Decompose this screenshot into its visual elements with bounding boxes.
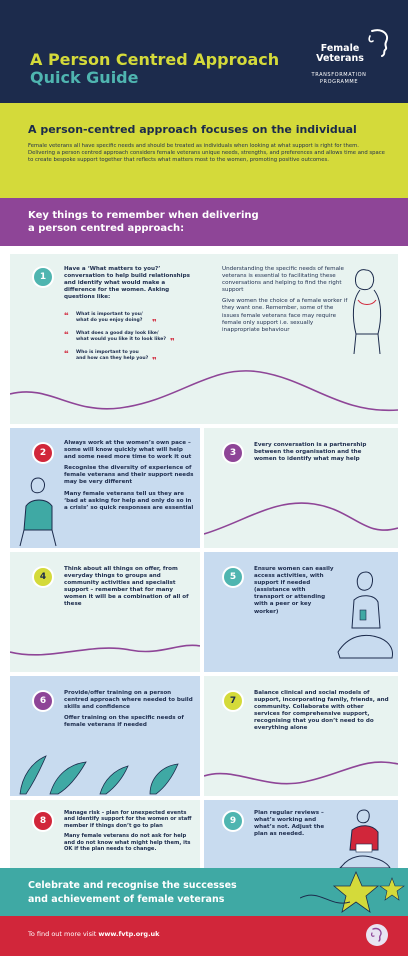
item-6-number: 6 <box>34 692 52 710</box>
item-8-text: Manage risk – plan for unexpected events and identify support for the women or staff member if things don’t go to plan Many female veterans do not ask for help and do not know what might help them, its OK if the plan needs to change. <box>64 810 192 853</box>
item-7-text: Balance clinical and social models of support, incorporating family, friends, and community. Collaborate with other services for comprehensive support, recognising that you don’t need to do everything alone <box>254 690 389 732</box>
woman-with-phone-illustration-icon <box>334 566 396 666</box>
intro-section <box>0 103 408 198</box>
leaves-illustration-icon <box>10 736 200 796</box>
find-out-more-text: To find out more visit www.fvtp.org.uk <box>28 930 160 938</box>
item-5-text: Ensure women can easily access activities, with support if needed (assistance with transport or attending with a peer or key worker) <box>254 566 334 615</box>
item-3-text: Every conversation is a partnership between the organisation and the women to identify what may help <box>254 442 367 463</box>
decorative-line-icon <box>10 622 200 672</box>
celebrate-banner: Celebrate and recognise the successes and achievement of female veterans <box>0 868 408 916</box>
item-8-number: 8 <box>34 812 52 830</box>
item-1-card <box>10 254 398 424</box>
item-7-number: 7 <box>224 692 242 710</box>
item-3-number: 3 <box>224 444 242 462</box>
question-2: What does a good day look like/ what would you like it to look like? <box>76 331 167 342</box>
stars-illustration-icon <box>300 868 408 916</box>
item-4-text: Think about all things on offer, from everyday things to groups and community activities and specialist support – remember that for many women it will be a combination of all of these <box>64 566 189 608</box>
item-2-card <box>10 428 200 548</box>
item-1-number: 1 <box>34 268 52 286</box>
reading-woman-illustration-icon <box>332 806 394 868</box>
quote-close-icon: ❞ <box>152 356 157 365</box>
woman-illustration-icon <box>338 260 396 356</box>
item-6-text: Provide/offer training on a person centred approach where needed to build skills and confidence Offer training on the specific needs of female veterans if needed <box>64 690 193 729</box>
quote-close-icon: ❞ <box>152 318 157 327</box>
header <box>0 0 408 103</box>
item-7-card <box>204 676 398 796</box>
intro-heading: A person-centred approach focuses on the individual <box>28 123 357 136</box>
item-8-card <box>10 800 200 868</box>
item-2-number: 2 <box>34 444 52 462</box>
item-4-number: 4 <box>34 568 52 586</box>
item-1-side-text: Understanding the specific needs of female veterans is essential to facilitating these conversations and helping to find the right support Give women the choice of a female worker if they want one. Remember, some of the issues female veterans face may require female only support i.e. sexually inappropriate behaviour <box>222 266 348 333</box>
logo-face-icon <box>366 924 388 946</box>
key-things-heading: Key things to remember when delivering a person centred approach: <box>0 198 408 246</box>
item-6-card <box>10 676 200 796</box>
decorative-line-icon <box>204 746 398 796</box>
item-5-card <box>204 552 398 672</box>
decorative-line-icon <box>10 354 398 424</box>
logo-badge-icon <box>366 924 388 946</box>
item-4-card <box>10 552 200 672</box>
footer <box>0 916 408 956</box>
item-5-number: 5 <box>224 568 242 586</box>
item-9-number: 9 <box>224 812 242 830</box>
logo-name: Female Veterans <box>316 43 364 64</box>
logo-subtitle: TRANSFORMATION PROGRAMME <box>311 72 367 85</box>
item-9-card <box>204 800 398 868</box>
seated-woman-illustration-icon <box>12 470 64 548</box>
page-title: A Person Centred Approach <box>30 50 280 69</box>
quote-close-icon: ❞ <box>170 337 175 346</box>
item-9-text: Plan regular reviews – what’s working and what’s not. Adjust the plan as needed. <box>254 810 325 838</box>
decorative-line-icon <box>204 478 398 548</box>
page-subtitle: Quick Guide <box>30 68 139 87</box>
quote-open-icon: ❝ <box>64 330 69 339</box>
intro-body: Female veterans all have specific needs and should be treated as individuals when looking at what support is right for them. Delivering a person centred approach considers female veterans unique needs, strengths, and preferences and allows time and space to create bespoke support together that reflects what matters most to the women, promoting positive outcomes. <box>28 143 385 164</box>
item-1-text: Have a ‘What matters to you?’ conversation to help build relationships and identify what would make a difference for the women. Asking questions like: <box>64 266 190 301</box>
website-link[interactable]: www.fvtp.org.uk <box>98 930 160 938</box>
item-3-card <box>204 428 398 548</box>
item-2-text: Always work at the women’s own pace – some will know quickly what will help and some need more time to work it out Recognise the diversity of experience of female veterans and their support needs may be very different Many female veterans tell us they are ‘bad at asking for help and only do so in a crisis’ so quick responses are essential <box>64 440 194 511</box>
question-3: Who is important to you and how can they help you? <box>76 350 149 361</box>
question-1: What is important to you/ what do you enjoy doing? <box>76 312 143 323</box>
quote-open-icon: ❝ <box>64 349 69 358</box>
quote-open-icon: ❝ <box>64 311 69 320</box>
